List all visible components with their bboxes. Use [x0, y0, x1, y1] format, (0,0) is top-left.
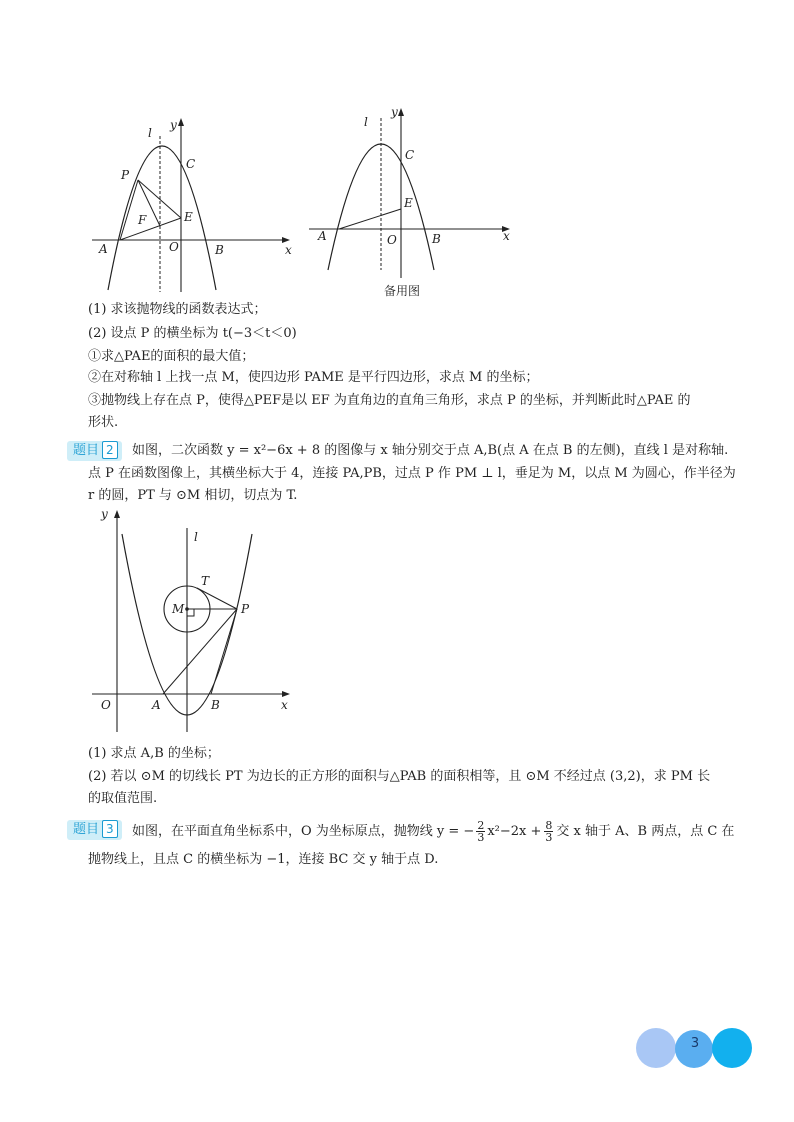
label-l: l	[148, 126, 152, 140]
x-arrow	[282, 691, 290, 697]
label-M: M	[172, 602, 185, 616]
q2-text-line1: 如图，二次函数 y = x²−6x + 8 的图像与 x 轴分别交于点 A,B(点 A 在点 B 的左侧)，直线 l 是对称轴.	[132, 443, 729, 458]
q2-text-line3: r 的圆，PT 与 ⊙M 相切，切点为 T.	[88, 488, 298, 503]
y-arrow	[398, 108, 404, 116]
label-y: y	[391, 105, 398, 119]
label-C: C	[405, 148, 415, 162]
y-arrow	[114, 510, 120, 518]
q3-badge-number: 3	[102, 820, 118, 838]
tangent-PT	[197, 588, 237, 609]
label-E: E	[184, 210, 193, 224]
q1-part2-sub1: ①求△PAE的面积的最大值；	[88, 349, 255, 364]
label-O: O	[169, 240, 179, 254]
q1-part2-sub3: ③抛物线上存在点 P，使得△PEF是以 EF 为直角边的直角三角形，求点 P 的坐标，并判断此时△PAE 的	[88, 393, 691, 408]
q3-text-a: 如图，在平面直角坐标系中，O 为坐标原点，抛物线 y = −	[132, 823, 475, 839]
label-P: P	[121, 168, 130, 182]
label-F: F	[138, 213, 147, 227]
label-E: E	[404, 196, 413, 210]
fraction-numerator: 2	[477, 819, 485, 832]
page-dot-3	[712, 1028, 752, 1068]
q3-badge-label: 题目	[73, 822, 100, 837]
segment-PA	[120, 180, 138, 240]
q3-text-c: 交 x 轴于 A、B 两点，点 C 在	[556, 823, 735, 839]
q2-part2: (2) 若以 ⊙M 的切线长 PT 为边长的正方形的面积与△PAB 的面积相等，且 ⊙M 不经过点 (3,2)，求 PM 长	[88, 769, 711, 784]
q1-part2-sub3-cont: 形状.	[88, 415, 119, 430]
q3-badge	[67, 820, 122, 840]
q3-text-line2: 抛物线上，且点 C 的横坐标为 −1，连接 BC 交 y 轴于点 D.	[88, 852, 439, 867]
label-T: T	[201, 574, 210, 588]
point-M	[185, 607, 189, 611]
page-number: 3	[690, 1036, 700, 1051]
label-x: x	[503, 229, 510, 243]
label-B: B	[211, 698, 220, 712]
y-arrow	[178, 118, 184, 126]
label-x: x	[281, 698, 288, 712]
label-l: l	[364, 115, 368, 129]
label-y: y	[170, 118, 177, 132]
label-y: y	[101, 507, 108, 521]
fraction-2-3	[476, 820, 485, 843]
q2-text-line2: 点 P 在函数图像上，其横坐标大于 4，连接 PA,PB，过点 P 作 PM ⊥ l，垂足为 M，以点 M 为圆心，作半径为	[88, 466, 736, 481]
fraction-8-3	[544, 820, 553, 843]
segment-AE	[120, 218, 181, 240]
q2-badge	[67, 441, 122, 461]
figure-caption: 备用图	[384, 284, 421, 298]
q3-text-line1	[132, 820, 734, 843]
label-B: B	[432, 232, 441, 246]
label-A: A	[152, 698, 161, 712]
q1-part2: (2) 设点 P 的横坐标为 t(−3＜t＜0)	[88, 326, 297, 341]
fraction-denominator: 3	[477, 831, 485, 844]
label-B: B	[215, 243, 224, 257]
q2-part1: (1) 求点 A,B 的坐标；	[88, 746, 220, 761]
segment-AE	[339, 209, 401, 229]
label-A: A	[318, 229, 327, 243]
figure-2	[306, 100, 516, 300]
page-dot-1	[636, 1028, 676, 1068]
label-A: A	[99, 242, 108, 256]
fraction-denominator: 3	[545, 831, 553, 844]
figure-1	[86, 108, 300, 298]
label-C: C	[186, 157, 196, 171]
q1-part1: (1) 求该抛物线的函数表达式；	[88, 302, 267, 317]
q2-part2-cont: 的取值范围.	[88, 791, 158, 806]
label-x: x	[285, 243, 292, 257]
label-O: O	[387, 233, 397, 247]
q2-badge-label: 题目	[73, 443, 100, 458]
label-P: P	[241, 602, 250, 616]
fraction-numerator: 8	[545, 819, 553, 832]
figure-3	[88, 500, 298, 738]
segment-PB	[211, 609, 237, 694]
label-O: O	[101, 698, 111, 712]
q1-part2-sub2: ②在对称轴 l 上找一点 M，使四边形 PAME 是平行四边形，求点 M 的坐标；	[88, 370, 539, 385]
parabola	[328, 144, 434, 270]
label-l: l	[194, 530, 198, 544]
q3-text-b: x²−2x +	[487, 823, 542, 839]
q2-badge-number: 2	[102, 441, 118, 459]
